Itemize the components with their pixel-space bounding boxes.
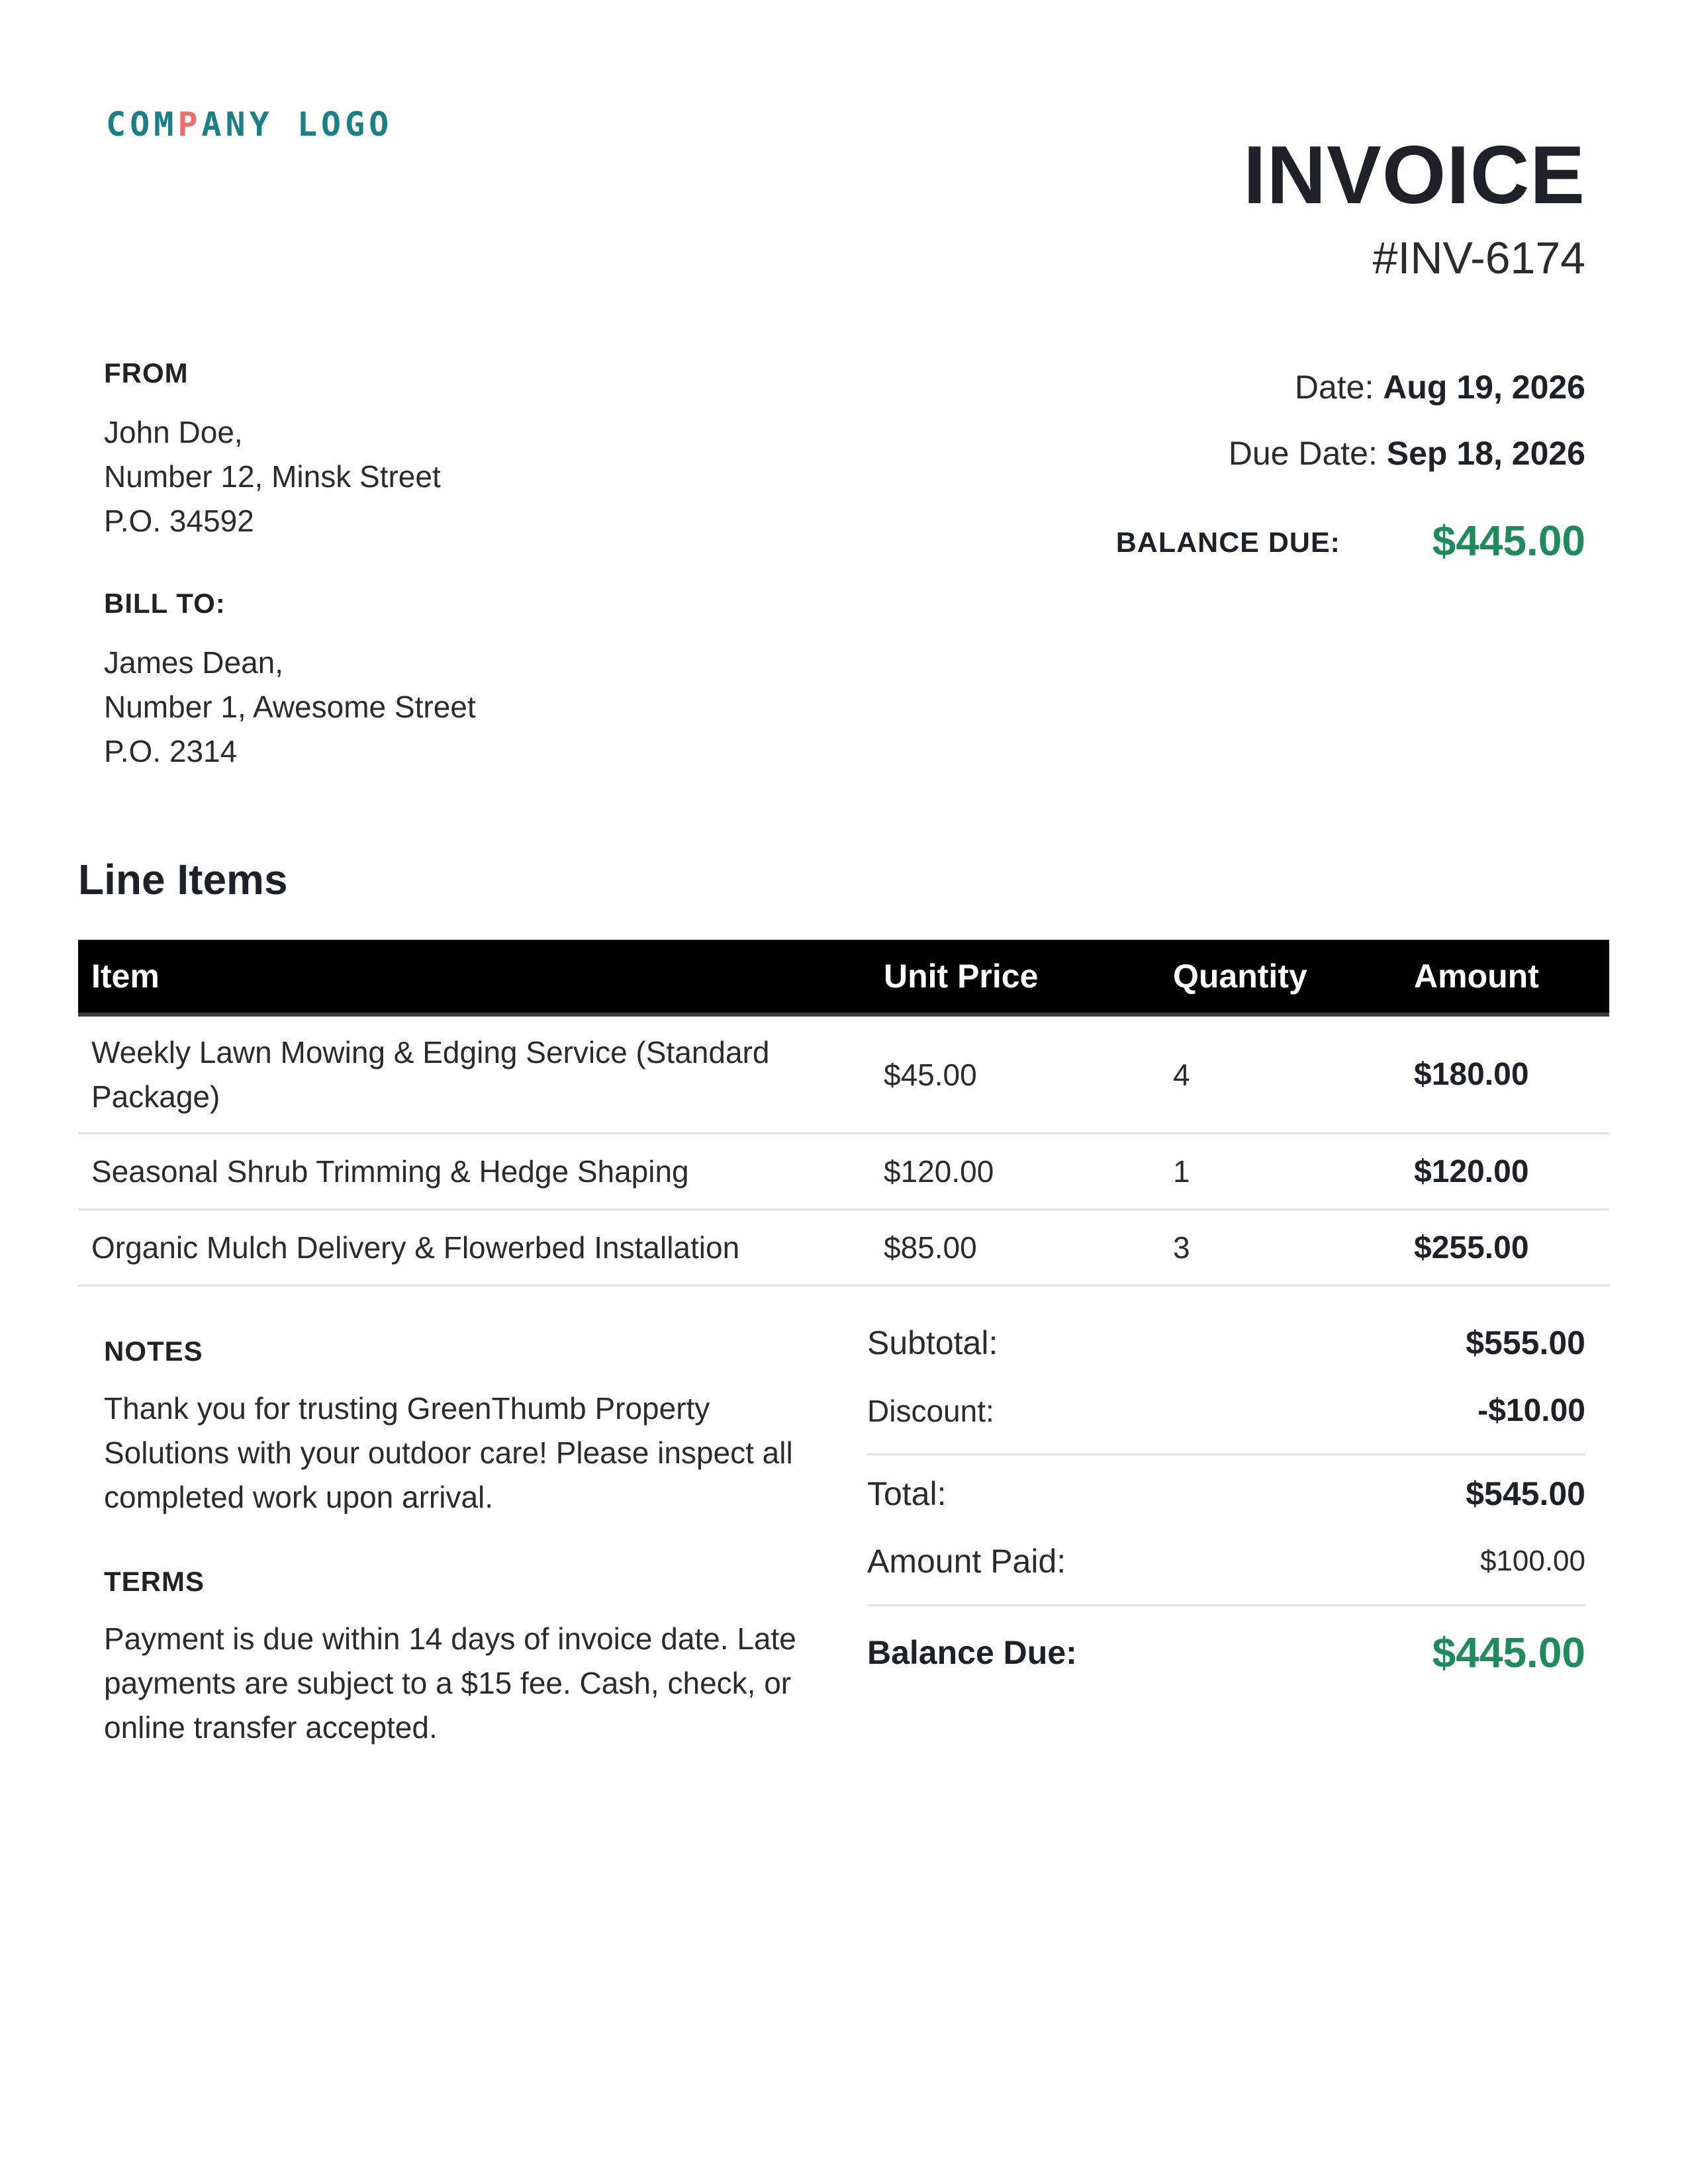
bill-to-address-line: Number 1, Awesome Street <box>104 690 476 724</box>
bill-to-label: BILL TO: <box>104 588 226 619</box>
bill-to-address <box>104 641 476 774</box>
column-header-unit-price: Unit Price <box>884 958 1039 995</box>
discount-row <box>867 1392 1585 1429</box>
line-items-table <box>78 940 1609 1287</box>
summary-balance-due-value: $445.00 <box>1432 1629 1585 1676</box>
item-unit-price: $120.00 <box>884 1154 994 1189</box>
item-unit-price: $85.00 <box>884 1230 977 1265</box>
column-header-item: Item <box>91 957 160 995</box>
notes-text: Thank you for trusting GreenThumb Property Solutions with your outdoor care! Please inspect all completed work upon arrival. <box>104 1391 793 1514</box>
balance-due-row <box>867 1628 1585 1677</box>
line-items-title: Line Items <box>78 856 288 903</box>
discount-value: -$10.00 <box>1477 1393 1585 1428</box>
notes-label: NOTES <box>104 1336 203 1367</box>
total-row <box>867 1475 1585 1513</box>
column-header-amount: Amount <box>1414 958 1539 995</box>
item-quantity: 4 <box>1173 1057 1190 1092</box>
from-address-line: John Doe, <box>104 415 243 449</box>
invoice-title: INVOICE <box>1243 130 1585 221</box>
subtotal-value: $555.00 <box>1466 1324 1585 1361</box>
amount-paid-value: $100.00 <box>1479 1545 1585 1577</box>
bill-to-address-line: P.O. 2314 <box>104 734 238 768</box>
item-amount: $180.00 <box>1414 1057 1529 1092</box>
table-row <box>78 1134 1609 1210</box>
item-unit-price: $45.00 <box>884 1057 977 1092</box>
table-row <box>78 1017 1609 1134</box>
amount-paid-label: Amount Paid: <box>867 1543 1066 1580</box>
company-logo <box>106 105 477 144</box>
amount-paid-row <box>867 1542 1585 1580</box>
subtotal-label: Subtotal: <box>867 1324 998 1361</box>
balance-due-value: $445.00 <box>1432 517 1585 565</box>
item-amount: $255.00 <box>1414 1230 1529 1265</box>
item-description: Weekly Lawn Mowing & Edging Service (Standard Package) <box>91 1034 770 1114</box>
summary-balance-due-label: Balance Due: <box>867 1634 1077 1671</box>
item-description: Organic Mulch Delivery & Flowerbed Installation <box>91 1230 740 1265</box>
company-logo-text: COMPANY LOGO <box>106 105 393 144</box>
terms-label: TERMS <box>104 1566 205 1597</box>
terms-text: Payment is due within 14 days of invoice date. Late payments are subject to a $15 fee. Cash, check, or online transfer accepted. <box>104 1621 796 1745</box>
invoice-date-value: Aug 19, 2026 <box>1383 369 1585 406</box>
table-header <box>78 940 1609 1017</box>
discount-label: Discount: <box>867 1393 994 1428</box>
from-address-line: Number 12, Minsk Street <box>104 459 441 494</box>
table-row <box>78 1210 1609 1287</box>
from-label: FROM <box>104 357 189 388</box>
due-date-label: Due Date: <box>1228 435 1378 472</box>
item-quantity: 1 <box>1173 1154 1190 1189</box>
total-value: $545.00 <box>1466 1475 1585 1512</box>
column-header-quantity: Quantity <box>1173 958 1307 995</box>
invoice-date-label: Date: <box>1294 369 1374 406</box>
from-address-line: P.O. 34592 <box>104 504 254 538</box>
total-label: Total: <box>867 1475 947 1512</box>
item-amount: $120.00 <box>1414 1154 1529 1189</box>
due-date-value: Sep 18, 2026 <box>1386 435 1585 472</box>
due-date <box>1229 434 1585 473</box>
item-quantity: 3 <box>1173 1230 1190 1265</box>
from-address <box>104 410 441 543</box>
subtotal-row <box>867 1324 1585 1362</box>
summary-divider <box>867 1453 1585 1455</box>
summary-divider <box>867 1604 1585 1606</box>
invoice-date <box>1295 368 1585 406</box>
invoice-number: #INV-6174 <box>1372 233 1585 283</box>
bill-to-address-line: James Dean, <box>104 645 284 680</box>
balance-due-label: BALANCE DUE: <box>1115 527 1340 559</box>
item-description: Seasonal Shrub Trimming & Hedge Shaping <box>91 1154 689 1189</box>
